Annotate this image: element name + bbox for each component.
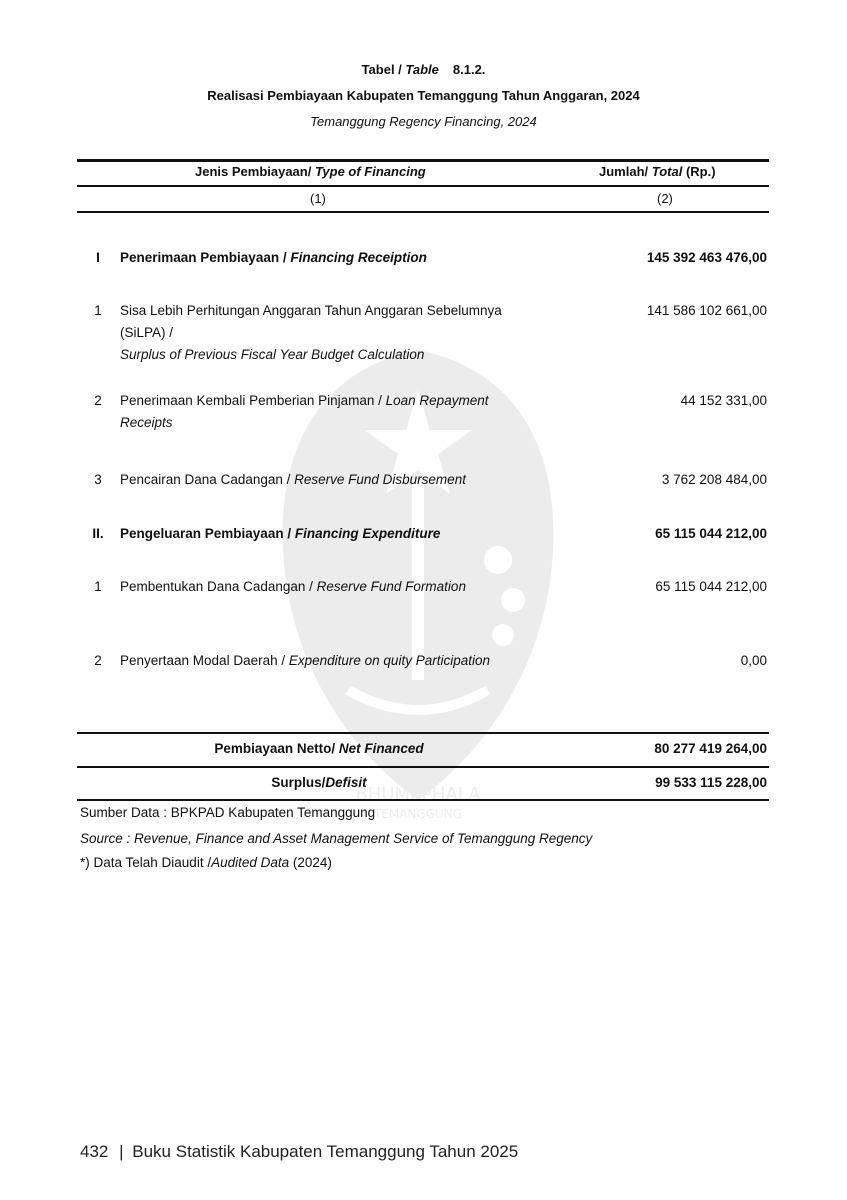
- watermark-text-upper: BHUMI PHALA: [355, 784, 481, 805]
- row-description: [120, 300, 550, 366]
- row-description: [120, 576, 550, 598]
- table-subtitle: Temanggung Regency Financing, 2024: [310, 114, 537, 129]
- col2-number: (2): [657, 191, 673, 206]
- table-top-rule: [77, 159, 769, 162]
- footer-separator: |: [119, 1142, 124, 1161]
- row-desc-en: Reserve Fund Formation: [316, 579, 466, 594]
- row-desc-id: Penyertaan Modal Daerah /: [120, 653, 289, 668]
- audit-note-en: Audited Data: [211, 855, 290, 870]
- row-index: II.: [92, 526, 104, 541]
- page-number: 432: [80, 1142, 109, 1161]
- audit-note-id: *) Data Telah Diaudit /: [80, 855, 212, 870]
- row-index: 1: [94, 579, 102, 594]
- source-note-en: Source : Revenue, Finance and Asset Management Service of Temanggung Regency: [80, 831, 593, 846]
- table-label-id: Tabel /: [361, 62, 406, 77]
- table-number: 8.1.2.: [452, 62, 486, 77]
- col1-header-id: Jenis Pembiayaan/: [195, 164, 315, 179]
- row-description: [120, 650, 550, 672]
- row-index: I: [96, 250, 100, 265]
- row-desc-id: Pencairan Dana Cadangan /: [120, 472, 295, 487]
- row-description: [120, 247, 550, 269]
- summary-middle-rule: [77, 766, 769, 768]
- surplus-deficit-label: [77, 772, 561, 794]
- row-description: [120, 390, 540, 434]
- net-label-id: Pembiayaan Netto/: [214, 741, 339, 756]
- net-label-en: Net Financed: [338, 741, 424, 756]
- row-desc-en: Reserve Fund Disbursement: [294, 472, 466, 487]
- row-desc-en: Surplus of Previous Fiscal Year Budget Calculation: [120, 347, 425, 362]
- col1-header: [195, 164, 426, 179]
- source-note-id: Sumber Data : BPKPAD Kabupaten Temanggung: [80, 805, 376, 820]
- row-value: 65 115 044 212,00: [655, 579, 767, 594]
- net-financed-value: 80 277 419 264,00: [654, 741, 767, 756]
- row-desc-en: Loan Repayment Receipts: [120, 393, 489, 430]
- row-index: 2: [94, 653, 102, 668]
- audit-note-year: (2024): [289, 855, 332, 870]
- row-desc-id: Sisa Lebih Perhitungan Anggaran Tahun Anggaran Sebelumnya (SiLPA) /: [120, 303, 502, 340]
- surplus-label-en: Defisit: [325, 775, 367, 790]
- row-value: 3 762 208 484,00: [661, 472, 767, 487]
- summary-top-rule: [77, 732, 769, 734]
- surplus-label-id: Surplus/: [271, 775, 326, 790]
- row-desc-en: Expenditure on quity Participation: [288, 653, 490, 668]
- net-financed-label: [77, 738, 561, 760]
- row-index: 1: [94, 303, 102, 318]
- row-desc-id: Pembentukan Dana Cadangan /: [120, 579, 317, 594]
- col2-header-unit: (Rp.): [682, 164, 716, 179]
- row-desc-id: Penerimaan Pembiayaan /: [120, 250, 291, 265]
- col1-number: (1): [310, 191, 326, 206]
- page-footer: [80, 1142, 518, 1162]
- row-desc-en: Financing Receiption: [290, 250, 427, 265]
- row-value: 141 586 102 661,00: [646, 303, 767, 318]
- row-value: 145 392 463 476,00: [646, 250, 767, 265]
- row-value: 0,00: [740, 653, 767, 668]
- row-description: [120, 523, 550, 545]
- table-title: Realisasi Pembiayaan Kabupaten Temanggung Tahun Anggaran, 2024: [207, 88, 640, 103]
- col2-header: [599, 164, 716, 179]
- row-index: 2: [94, 393, 102, 408]
- header-divider-rule: [77, 185, 769, 187]
- header-bottom-rule: [77, 211, 769, 213]
- row-description: [120, 469, 550, 491]
- audit-note: [80, 855, 332, 870]
- col2-header-id: Jumlah/: [599, 164, 652, 179]
- row-value: 44 152 331,00: [680, 393, 767, 408]
- row-value: 65 115 044 212,00: [655, 526, 767, 541]
- surplus-deficit-value: 99 533 115 228,00: [655, 775, 767, 790]
- table-label-en: Table: [405, 62, 439, 77]
- book-title: Buku Statistik Kabupaten Temanggung Tahun 2025: [132, 1142, 519, 1161]
- table-bottom-rule: [77, 799, 769, 801]
- col1-header-en: Type of Financing: [314, 164, 426, 179]
- row-desc-id: Pengeluaran Pembiayaan /: [120, 526, 295, 541]
- row-desc-en: Financing Expenditure: [294, 526, 441, 541]
- watermark-text-lower: TEMANGGUNG: [373, 807, 463, 821]
- table-label: [0, 62, 847, 77]
- row-index: 3: [94, 472, 102, 487]
- row-desc-id: Penerimaan Kembali Pemberian Pinjaman /: [120, 393, 386, 408]
- col2-header-en: Total: [651, 164, 683, 179]
